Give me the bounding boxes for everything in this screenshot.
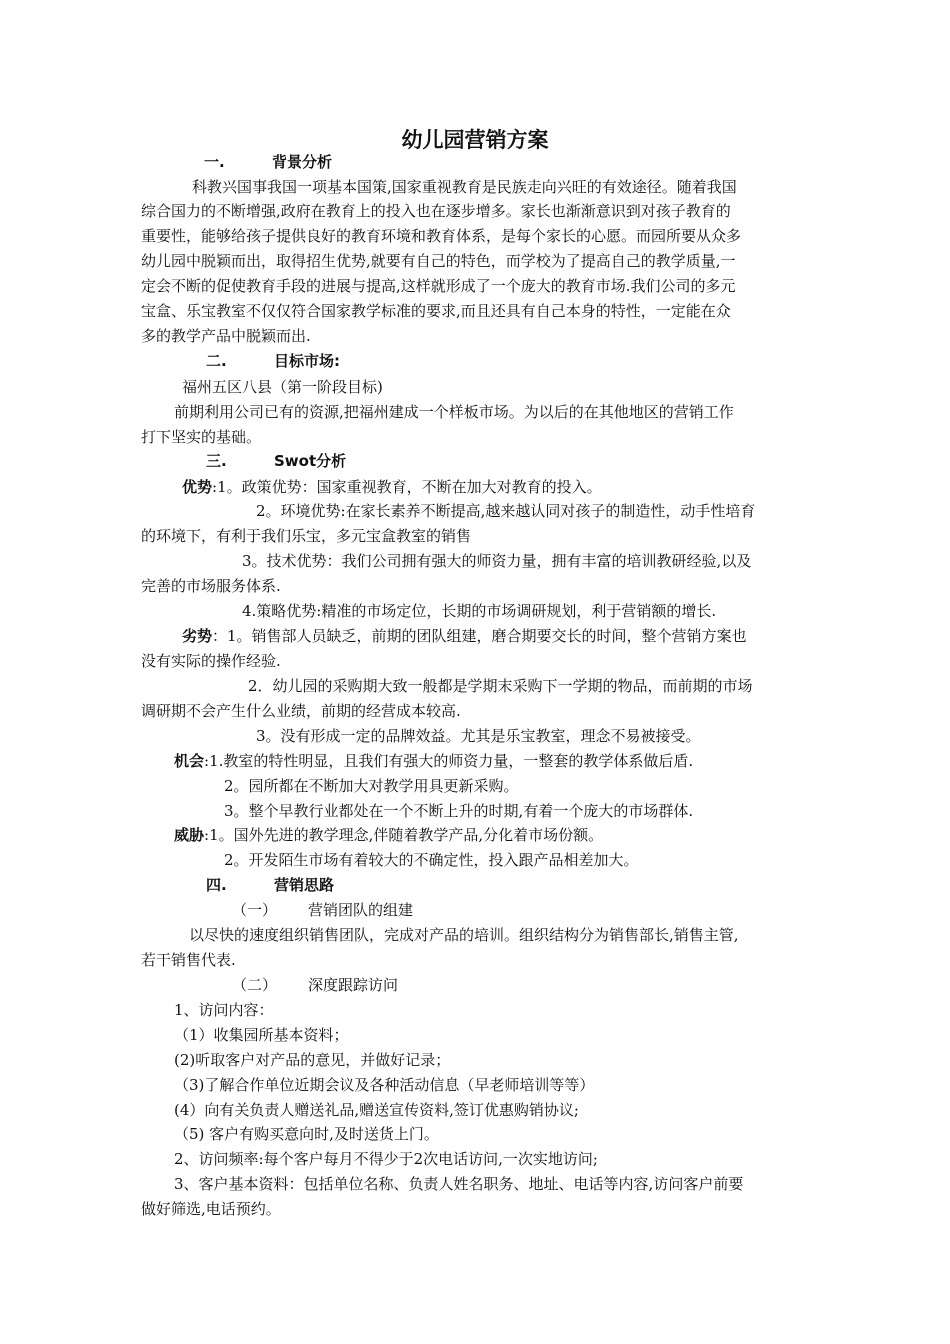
opportunities-line: 2。园所都在不断加大对教学用具更新采购。 <box>224 777 519 795</box>
threats-line <box>174 825 603 845</box>
target-region: 福州五区八县（第一阶段目标) <box>182 378 383 396</box>
strengths-label: 优势 <box>182 478 213 496</box>
list-item: （5) 客户有购买意向时,及时送货上门。 <box>174 1125 439 1143</box>
list-item: 做好筛选,电话预约。 <box>141 1200 281 1218</box>
subsection-title: 深度跟踪访问 <box>308 976 399 994</box>
opportunities-line: 3。整个早教行业都处在一个不断上升的时期,有着一个庞大的市场群体. <box>224 802 694 820</box>
section-number: 二. <box>206 352 227 370</box>
paragraph-line: 多的教学产品中脱颖而出. <box>141 327 311 345</box>
subsection-heading-team <box>232 900 413 920</box>
section-title: 背景分析 <box>272 153 333 171</box>
weaknesses-line: 3。没有形成一定的品牌效益。尤其是乐宝教室，理念不易被接受。 <box>256 727 701 745</box>
subsection-title: 营销团队的组建 <box>308 901 414 919</box>
weaknesses-line: 没有实际的操作经验. <box>141 652 281 670</box>
strengths-line: 3。技术优势：我们公司拥有强大的师资力量，拥有丰富的培训教研经验,以及 <box>242 552 752 570</box>
weaknesses-text: ：1。销售部人员缺乏，前期的团队组建，磨合期要交长的时间，整个营销方案也 <box>212 627 747 645</box>
paragraph-line: 打下坚实的基础。 <box>141 428 262 446</box>
paragraph-line: 幼儿园中脱颖而出，取得招生优势,就要有自己的特色，而学校为了提高自己的教学质量,一 <box>141 252 736 270</box>
strengths-line <box>182 477 602 497</box>
strengths-line: 2。环境优势:在家长素养不断提高,越来越认同对孩子的制造性，动手性培育 <box>256 502 756 520</box>
subsection-number: （二） <box>232 976 278 994</box>
section-number: 三. <box>206 452 227 470</box>
section-heading-marketing <box>206 875 334 895</box>
paragraph-line: 前期利用公司已有的资源,把福州建成一个样板市场。为以后的在其他地区的营销工作 <box>174 403 734 421</box>
section-heading-background <box>204 152 332 172</box>
weaknesses-line: 调研期不会产生什么业绩，前期的经营成本较高. <box>141 702 461 720</box>
opportunities-text: :1.教室的特性明显，且我们有强大的师资力量，一整套的教学体系做后盾. <box>204 752 694 770</box>
paragraph-line: 综合国力的不断增强,政府在教育上的投入也在逐步增多。家长也渐渐意识到对孩子教育的 <box>141 202 731 220</box>
section-title: 目标市场: <box>274 352 340 370</box>
list-item: 1、访问内容： <box>174 1001 274 1019</box>
paragraph-line: 若干销售代表. <box>141 951 236 969</box>
list-item: （3)了解合作单位近期会议及各种活动信息（早老师培训等等） <box>174 1076 595 1094</box>
strengths-line: 的环境下，有利于我们乐宝，多元宝盒教室的销售 <box>141 527 472 545</box>
paragraph-line: 重要性，能够给孩子提供良好的教育环境和教育体系，是每个家长的心愿。而园所要从众多 <box>141 227 742 245</box>
section-title: 营销思路 <box>274 876 335 894</box>
strengths-text: :1。政策优势：国家重视教育，不断在加大对教育的投入。 <box>212 478 602 496</box>
section-number: 一. <box>204 153 225 171</box>
weaknesses-line <box>182 626 747 646</box>
threats-text: :1。国外先进的教学理念,伴随着教学产品,分化着市场份额。 <box>204 826 604 844</box>
opportunities-label: 机会 <box>174 752 205 770</box>
strengths-line: 完善的市场服务体系. <box>141 577 281 595</box>
paragraph-line: 以尽快的速度组织销售团队，完成对产品的培训。组织结构分为销售部长,销售主管, <box>189 926 739 944</box>
strengths-line: 4.策略优势:精准的市场定位，长期的市场调研规划，利于营销额的增长. <box>242 602 717 620</box>
section-number: 四. <box>206 876 227 894</box>
list-item: (2)听取客户对产品的意见，并做好记录； <box>174 1051 451 1069</box>
list-item: （1）收集园所基本资料； <box>174 1026 349 1044</box>
threats-label: 威胁 <box>174 826 205 844</box>
list-item: 2、访问频率:每个客户每月不得少于2次电话访问,一次实地访问; <box>174 1150 598 1168</box>
list-item: (4）向有关负责人赠送礼品,赠送宣传资料,签订优惠购销协议; <box>174 1101 579 1119</box>
subsection-heading-visit <box>232 975 398 995</box>
list-item: 3、客户基本资料：包括单位名称、负责人姓名职务、地址、电话等内容,访问客户前要 <box>174 1175 744 1193</box>
section-heading-swot <box>206 451 346 471</box>
weaknesses-label: 劣势 <box>182 627 213 645</box>
opportunities-line <box>174 751 693 771</box>
section-title: Swot分析 <box>274 452 347 470</box>
weaknesses-line: 2．幼儿园的采购期大致一般都是学期末采购下一学期的物品，而前期的市场 <box>248 677 753 695</box>
threats-line: 2。开发陌生市场有着较大的不确定性，投入跟产品相差加大。 <box>224 851 639 869</box>
document-title: 幼儿园营销方案 <box>401 128 549 152</box>
paragraph-line: 科教兴国事我国一项基本国策,国家重视教育是民族走向兴旺的有效途径。随着我国 <box>192 178 737 196</box>
paragraph-line: 定会不断的促使教育手段的进展与提高,这样就形成了一个庞大的教育市场.我们公司的多元 <box>141 277 736 295</box>
paragraph-line: 宝盒、乐宝教室不仅仅符合国家教学标准的要求,而且还具有自己本身的特性，一定能在众 <box>141 302 731 320</box>
section-heading-target-market <box>206 351 340 371</box>
subsection-number: （一） <box>232 901 278 919</box>
